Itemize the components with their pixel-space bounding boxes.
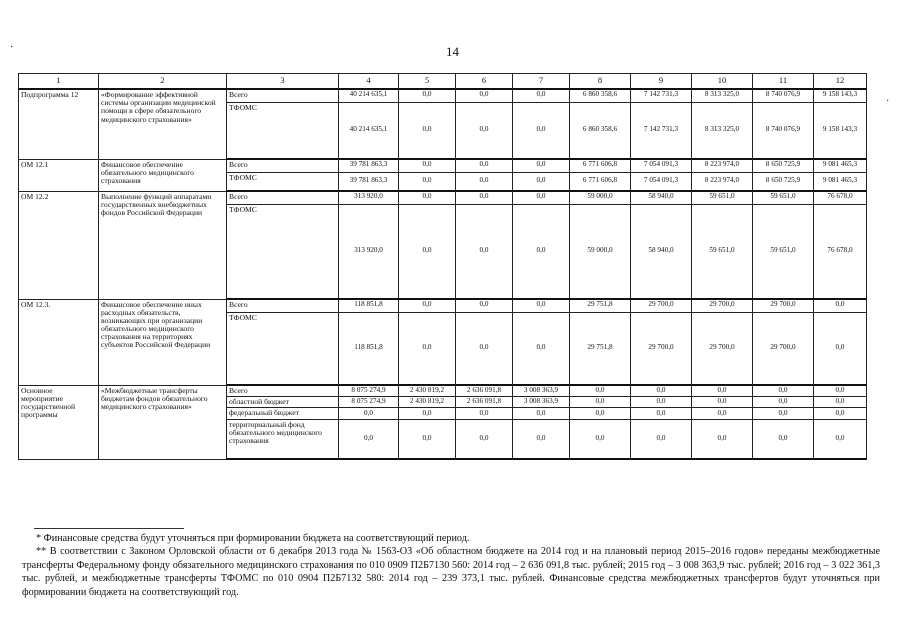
value-cell: 0,0: [753, 419, 814, 459]
value-cell: 76 678,0: [814, 204, 867, 299]
value-cell: 8 313 325,0: [692, 102, 753, 159]
funding-source-cell: ТФОМС: [227, 102, 339, 159]
value-cell: 8 650 725,9: [753, 172, 814, 191]
program-code-cell: ОМ 12.3.: [19, 299, 99, 385]
value-cell: 0,0: [513, 191, 570, 204]
scan-mark: ·: [10, 42, 14, 53]
column-header: 3: [227, 74, 339, 90]
value-cell: 0,0: [570, 397, 631, 408]
value-cell: 313 920,0: [339, 204, 399, 299]
footnote-1: * Финансовые средства будут уточняться при формировании бюджета на соответствующий период.: [36, 533, 470, 544]
value-cell: 0,0: [570, 419, 631, 459]
value-cell: 0,0: [692, 408, 753, 419]
value-cell: 59 651,0: [753, 191, 814, 204]
funding-source-cell: территориальный фонд обязательного медицинского страхования: [227, 419, 339, 459]
value-cell: 40 214 635,1: [339, 102, 399, 159]
value-cell: 0,0: [456, 419, 513, 459]
value-cell: 0,0: [339, 419, 399, 459]
value-cell: 2 636 091,8: [456, 397, 513, 408]
footnote-2: ** В соответствии с Законом Орловской области от 6 декабря 2013 года № 1563-ОЗ «Об областном бюджете на 2014 год и на плановый период 2015–2016 годов» переданы межбюджетные трансферты Федеральному фонду обязательного медицинского страхования по 010 0909 П2Б7130 560: 2014 год – 2 636 091,8 тыс. рублей; 2015 год – 3 008 363,9 тыс. рублей; 2016 год – 3 022 361,3 тыс. рублей, и межбюджетные трансферты ТФОМС по 010 0904 П2Б7132 580: 2014 год – 239 373,1 тыс. рублей. Финансовые средства межбюджетных трансфертов будут уточняться при формировании бюджета на соответствующий год.: [22, 546, 880, 598]
header-row: [19, 74, 867, 90]
value-cell: 0,0: [513, 89, 570, 102]
value-cell: 9 081 465,3: [814, 172, 867, 191]
value-cell: 0,0: [456, 191, 513, 204]
column-header: 4: [339, 74, 399, 90]
value-cell: 0,0: [814, 312, 867, 385]
value-cell: 8 223 974,0: [692, 172, 753, 191]
value-cell: 0,0: [399, 172, 456, 191]
value-cell: 7 054 091,3: [631, 159, 692, 172]
value-cell: 7 142 731,3: [631, 102, 692, 159]
program-name-cell: Финансовое обеспечение обязательного медицинского страхования: [99, 159, 227, 191]
value-cell: 29 700,0: [692, 312, 753, 385]
value-cell: 0,0: [513, 204, 570, 299]
value-cell: 0,0: [631, 397, 692, 408]
column-header: 2: [99, 74, 227, 90]
funding-source-cell: федеральный бюджет: [227, 408, 339, 419]
value-cell: 0,0: [513, 102, 570, 159]
table-row: [19, 159, 867, 172]
value-cell: 0,0: [692, 419, 753, 459]
footnotes: [22, 532, 880, 599]
value-cell: 118 851,8: [339, 312, 399, 385]
value-cell: 0,0: [399, 159, 456, 172]
value-cell: 0,0: [456, 312, 513, 385]
value-cell: 59 000,0: [570, 191, 631, 204]
value-cell: 8 075 274,9: [339, 397, 399, 408]
funding-source-cell: ТФОМС: [227, 204, 339, 299]
value-cell: 0,0: [456, 299, 513, 312]
value-cell: 0,0: [456, 102, 513, 159]
footnote-separator: [34, 528, 184, 529]
value-cell: 9 158 143,3: [814, 89, 867, 102]
value-cell: 0,0: [814, 408, 867, 419]
value-cell: 59 000,0: [570, 204, 631, 299]
value-cell: 9 158 143,3: [814, 102, 867, 159]
value-cell: 6 860 358,6: [570, 89, 631, 102]
value-cell: 59 651,0: [692, 191, 753, 204]
value-cell: 0,0: [399, 89, 456, 102]
value-cell: 0,0: [339, 408, 399, 419]
value-cell: 29 700,0: [753, 312, 814, 385]
value-cell: 0,0: [814, 397, 867, 408]
value-cell: 0,0: [570, 408, 631, 419]
value-cell: 0,0: [631, 419, 692, 459]
page-number: 14: [446, 44, 459, 59]
budget-table: [18, 73, 867, 460]
value-cell: 0,0: [513, 419, 570, 459]
value-cell: 0,0: [456, 159, 513, 172]
value-cell: 0,0: [513, 299, 570, 312]
value-cell: 0,0: [399, 312, 456, 385]
funding-source-cell: ТФОМС: [227, 172, 339, 191]
value-cell: 0,0: [753, 397, 814, 408]
value-cell: 0,0: [399, 204, 456, 299]
value-cell: 59 651,0: [692, 204, 753, 299]
value-cell: 8 223 974,0: [692, 159, 753, 172]
program-name-cell: «Формирование эффективной системы организации медицинской помощи в сфере обязательного медицинского страхования»: [99, 89, 227, 159]
value-cell: 7 054 091,3: [631, 172, 692, 191]
value-cell: 0,0: [814, 419, 867, 459]
value-cell: 29 751,8: [570, 299, 631, 312]
value-cell: 2 430 819,2: [399, 397, 456, 408]
value-cell: 8 740 076,9: [753, 102, 814, 159]
column-header: 6: [456, 74, 513, 90]
value-cell: 58 940,0: [631, 204, 692, 299]
value-cell: 0,0: [456, 204, 513, 299]
value-cell: 29 751,8: [570, 312, 631, 385]
value-cell: 0,0: [631, 408, 692, 419]
funding-source-cell: Всего: [227, 385, 339, 397]
value-cell: 0,0: [513, 159, 570, 172]
value-cell: 8 075 274,9: [339, 385, 399, 397]
value-cell: 40 214 635,1: [339, 89, 399, 102]
value-cell: 0,0: [814, 299, 867, 312]
value-cell: 0,0: [399, 419, 456, 459]
table-row: [19, 191, 867, 204]
column-header: 11: [753, 74, 814, 90]
value-cell: 0,0: [513, 172, 570, 191]
value-cell: 29 700,0: [753, 299, 814, 312]
value-cell: 0,0: [753, 408, 814, 419]
program-name-cell: Финансовое обеспечение иных расходных обязательств, возникающих при организации обязательного медицинского страхования на территориях субъектов Российской Федерации: [99, 299, 227, 385]
value-cell: 0,0: [399, 102, 456, 159]
value-cell: 0,0: [814, 385, 867, 397]
value-cell: 6 771 606,8: [570, 172, 631, 191]
program-code-cell: ОМ 12.2: [19, 191, 99, 299]
value-cell: 6 860 358,6: [570, 102, 631, 159]
table-row: [19, 89, 867, 102]
value-cell: 0,0: [456, 89, 513, 102]
value-cell: 0,0: [513, 312, 570, 385]
value-cell: 3 008 363,9: [513, 397, 570, 408]
value-cell: 29 700,0: [692, 299, 753, 312]
funding-source-cell: ТФОМС: [227, 312, 339, 385]
value-cell: 8 650 725,9: [753, 159, 814, 172]
value-cell: 0,0: [399, 191, 456, 204]
program-code-cell: Основное мероприятие государственной программы: [19, 385, 99, 459]
program-name-cell: Выполнение функций аппаратами государственных внебюджетных фондов Российской Федерации: [99, 191, 227, 299]
column-header: 12: [814, 74, 867, 90]
column-header: 8: [570, 74, 631, 90]
value-cell: 39 781 863,3: [339, 172, 399, 191]
table-row: [19, 299, 867, 312]
value-cell: 8 313 325,0: [692, 89, 753, 102]
value-cell: 7 142 731,3: [631, 89, 692, 102]
value-cell: 0,0: [513, 408, 570, 419]
value-cell: 59 651,0: [753, 204, 814, 299]
value-cell: 0,0: [692, 397, 753, 408]
funding-source-cell: Всего: [227, 89, 339, 102]
value-cell: 29 700,0: [631, 312, 692, 385]
table-row: [19, 385, 867, 397]
value-cell: 0,0: [399, 299, 456, 312]
scan-mark: ·: [886, 96, 890, 107]
value-cell: 313 920,0: [339, 191, 399, 204]
funding-source-cell: Всего: [227, 159, 339, 172]
value-cell: 9 081 465,3: [814, 159, 867, 172]
funding-source-cell: Всего: [227, 299, 339, 312]
column-header: 9: [631, 74, 692, 90]
funding-source-cell: Всего: [227, 191, 339, 204]
funding-source-cell: областной бюджет: [227, 397, 339, 408]
value-cell: 0,0: [456, 172, 513, 191]
value-cell: 58 940,0: [631, 191, 692, 204]
value-cell: 2 430 819,2: [399, 385, 456, 397]
column-header: 10: [692, 74, 753, 90]
value-cell: 8 740 076,9: [753, 89, 814, 102]
value-cell: 0,0: [631, 385, 692, 397]
column-header: 5: [399, 74, 456, 90]
value-cell: 0,0: [692, 385, 753, 397]
value-cell: 0,0: [456, 408, 513, 419]
value-cell: 0,0: [399, 408, 456, 419]
program-code-cell: ОМ 12.1: [19, 159, 99, 191]
column-header: 1: [19, 74, 99, 90]
value-cell: 118 851,8: [339, 299, 399, 312]
value-cell: 29 700,0: [631, 299, 692, 312]
value-cell: 76 678,0: [814, 191, 867, 204]
program-code-cell: Подпрограмма 12: [19, 89, 99, 159]
value-cell: 0,0: [570, 385, 631, 397]
column-header: 7: [513, 74, 570, 90]
program-name-cell: «Межбюджетные трансферты бюджетам фондов обязательного медицинского страхования»: [99, 385, 227, 459]
value-cell: 0,0: [753, 385, 814, 397]
value-cell: 3 008 363,9: [513, 385, 570, 397]
value-cell: 6 771 606,8: [570, 159, 631, 172]
value-cell: 39 781 863,3: [339, 159, 399, 172]
value-cell: 2 636 091,8: [456, 385, 513, 397]
